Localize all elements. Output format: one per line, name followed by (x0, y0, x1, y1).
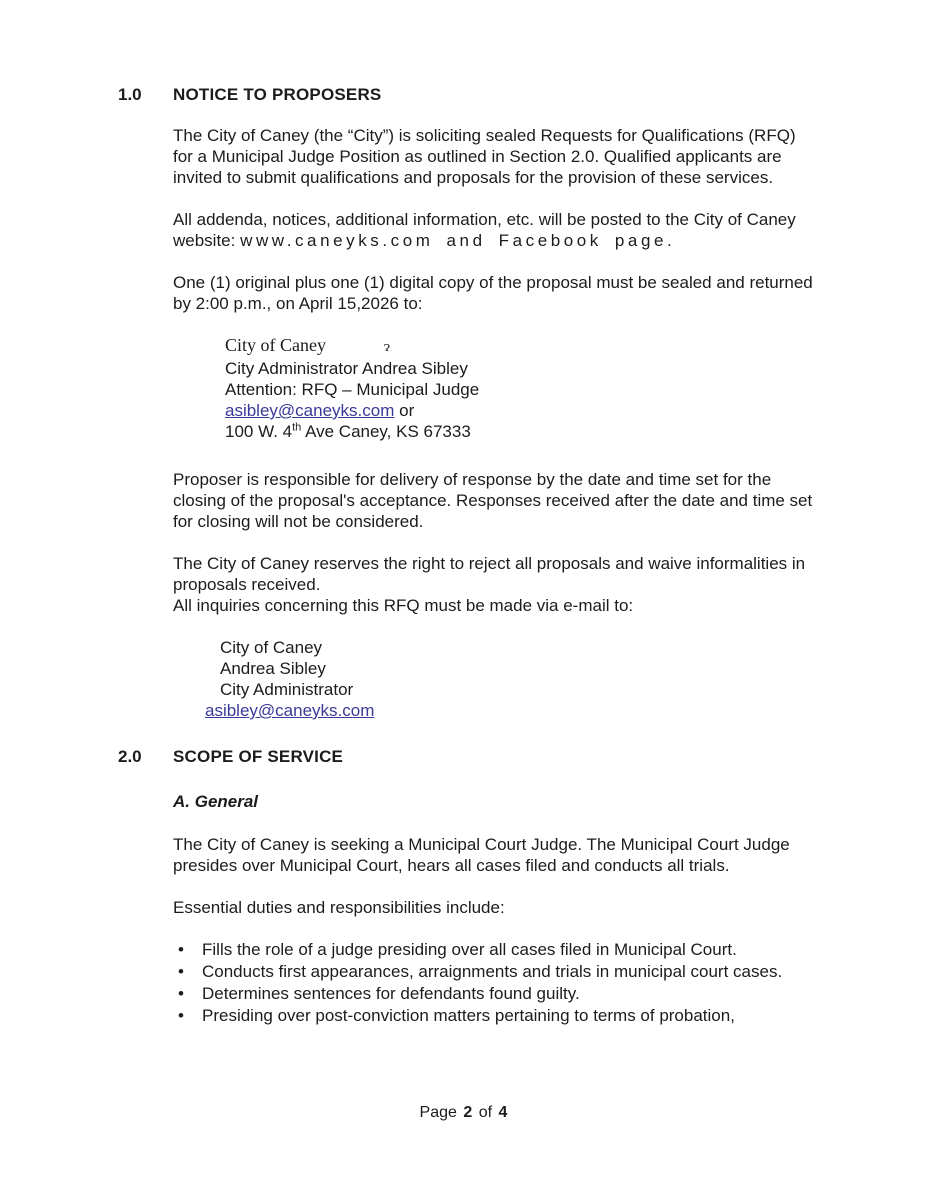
paragraph-soliciting: The City of Caney (the “City”) is soliciting sealed Requests for Qualifications (RFQ) for a Municipal Judge Position as outlined in Section 2.0. Qualified applicants are invited to submit qualifications and proposals for the provision of these services. (173, 126, 796, 187)
paragraph-addenda-text: All addenda, notices, additional information, etc. will be posted to the City of Caney website: (173, 210, 796, 250)
stray-scan-mark: ɂ (384, 339, 390, 355)
street-rest: Ave Caney, KS 67333 (301, 422, 471, 441)
footer-page-number: 2 (463, 1104, 473, 1121)
address-line-email (173, 700, 815, 721)
section-1-number: 1.0 (118, 85, 142, 104)
paragraph-reserves (173, 553, 815, 616)
paragraph-reserves-text: The City of Caney reserves the right to reject all proposals and waive informalities in proposals received. (173, 554, 806, 594)
footer-of-label: of (478, 1104, 493, 1121)
subsection-a-general: A. General (173, 792, 259, 811)
footer-page-label: Page (419, 1104, 457, 1121)
address-city-text: City of Caney (225, 335, 326, 355)
bullet-item: • Conducts first appearances, arraignments and trials in municipal court cases. (173, 961, 815, 982)
section-1-heading (118, 84, 818, 105)
bullet-item: • Determines sentences for defendants found guilty. (173, 983, 815, 1004)
duties-bullet-list (173, 939, 815, 1026)
ordinal-suffix: th (292, 421, 302, 434)
paragraph-addenda (173, 209, 815, 251)
address-line-administrator: City Administrator Andrea Sibley (225, 359, 468, 378)
email-suffix: or (394, 401, 415, 420)
address-line-city: City of Caney (220, 638, 323, 657)
document-content (118, 84, 818, 1027)
bullet-item: • Presiding over post-conviction matters pertaining to terms of probation, (173, 1005, 815, 1026)
address-line-street (225, 421, 815, 442)
email-link[interactable]: asibley@caneyks.com (205, 701, 375, 720)
paragraph-essential-duties: Essential duties and responsibilities include: (173, 898, 505, 917)
address-line-title: City Administrator (220, 680, 354, 699)
address-line-name: Andrea Sibley (220, 659, 326, 678)
street-number: 100 W. 4 (225, 422, 293, 441)
section-1-body (173, 125, 815, 721)
address-line-attention: Attention: RFQ – Municipal Judge (225, 380, 480, 399)
paragraph-deadline: One (1) original plus one (1) digital copy of the proposal must be sealed and returned by 2:00 p.m., on April 15,2026 to: (173, 273, 813, 313)
section-2-heading (118, 746, 818, 767)
footer-total-pages: 4 (498, 1104, 508, 1121)
email-link[interactable]: asibley@caneyks.com (225, 401, 395, 420)
address-line-email (225, 400, 815, 421)
section-2-number: 2.0 (118, 747, 142, 766)
website-text: www.caneyks.com and Facebook page. (240, 231, 676, 250)
paragraph-inquiries-text: All inquiries concerning this RFQ must be made via e-mail to: (173, 596, 634, 615)
address-block-submission (173, 335, 815, 442)
paragraph-responsibility: Proposer is responsible for delivery of response by the date and time set for the closing of the proposal's acceptance. Responses received after the date and time set for closing will not be considered. (173, 470, 813, 531)
section-1-title: NOTICE TO PROPOSERS (173, 85, 382, 104)
page-footer (0, 1102, 927, 1123)
section-2-body (173, 787, 815, 1026)
paragraph-seeking-judge: The City of Caney is seeking a Municipal Court Judge. The Municipal Court Judge presides over Municipal Court, hears all cases filed and conducts all trials. (173, 835, 790, 875)
address-line-city (225, 335, 815, 358)
bullet-item: • Fills the role of a judge presiding over all cases filed in Municipal Court. (173, 939, 815, 960)
section-2-title: SCOPE OF SERVICE (173, 747, 344, 766)
address-block-inquiries (173, 637, 815, 721)
